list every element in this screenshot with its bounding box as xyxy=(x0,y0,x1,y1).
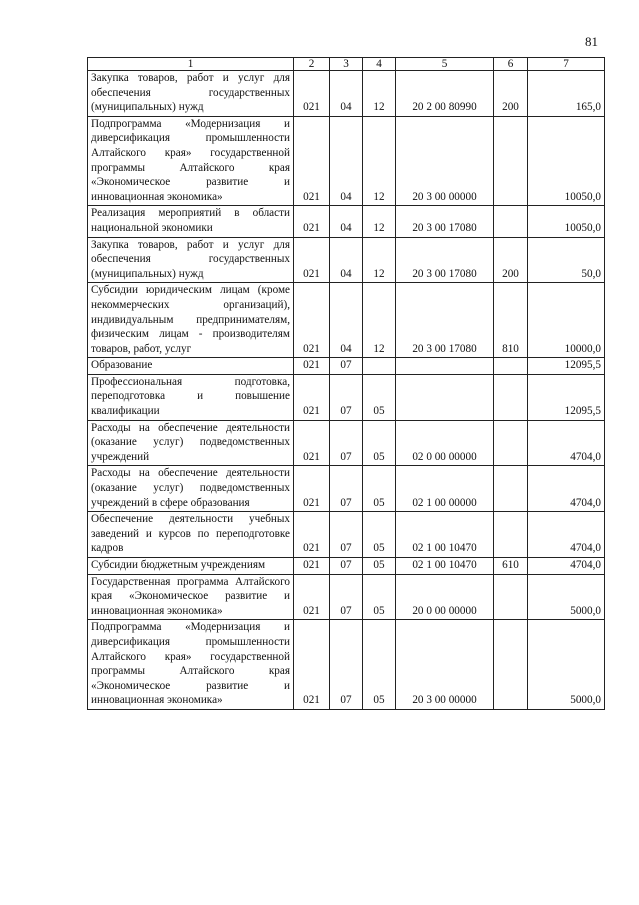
row-amount: 12095,5 xyxy=(528,358,605,375)
row-code-6: 810 xyxy=(494,283,528,358)
row-code-2: 021 xyxy=(294,620,330,710)
row-code-4: 12 xyxy=(363,237,396,283)
row-name: Государственная программа Алтайского края «Экономическое развитие и инновационная экономика» xyxy=(88,574,294,620)
row-code-4: 05 xyxy=(363,420,396,466)
row-name: Подпрограмма «Модернизация и диверсификация промышленности Алтайского края» государственной программы Алтайского края «Экономическое развитие и инновационная экономика» xyxy=(88,116,294,206)
row-name: Субсидии юридическим лицам (кроме некоммерческих организаций), индивидуальным предпринимателям, физическим лицам - производителям товаров, работ, услуг xyxy=(88,283,294,358)
row-code-5: 20 3 00 00000 xyxy=(396,620,494,710)
row-code-3: 04 xyxy=(330,283,363,358)
table-row xyxy=(88,374,605,420)
row-code-5: 20 3 00 17080 xyxy=(396,237,494,283)
row-amount: 5000,0 xyxy=(528,620,605,710)
row-code-3: 07 xyxy=(330,620,363,710)
column-header-4: 4 xyxy=(363,58,396,71)
table-row xyxy=(88,358,605,375)
table-row xyxy=(88,512,605,558)
row-code-4: 12 xyxy=(363,71,396,117)
table-row xyxy=(88,620,605,710)
row-code-3: 04 xyxy=(330,206,363,237)
header-row xyxy=(88,58,605,71)
row-code-2: 021 xyxy=(294,558,330,575)
table-row xyxy=(88,420,605,466)
table-row xyxy=(88,558,605,575)
row-amount: 10050,0 xyxy=(528,206,605,237)
column-header-1: 1 xyxy=(88,58,294,71)
row-code-6 xyxy=(494,574,528,620)
row-code-3: 04 xyxy=(330,71,363,117)
row-code-5: 02 1 00 10470 xyxy=(396,512,494,558)
row-amount: 50,0 xyxy=(528,237,605,283)
row-code-4: 12 xyxy=(363,206,396,237)
row-amount: 4704,0 xyxy=(528,420,605,466)
row-code-3: 07 xyxy=(330,466,363,512)
row-code-6: 610 xyxy=(494,558,528,575)
row-name: Подпрограмма «Модернизация и диверсификация промышленности Алтайского края» государственной программы Алтайского края «Экономическое развитие и инновационная экономика» xyxy=(88,620,294,710)
row-name: Расходы на обеспечение деятельности (оказание услуг) подведомственных учреждений в сфере образования xyxy=(88,466,294,512)
row-name: Расходы на обеспечение деятельности (оказание услуг) подведомственных учреждений xyxy=(88,420,294,466)
row-code-3: 04 xyxy=(330,237,363,283)
row-code-5: 02 1 00 00000 xyxy=(396,466,494,512)
row-name: Обеспечение деятельности учебных заведений и курсов по переподготовке кадров xyxy=(88,512,294,558)
row-code-4: 12 xyxy=(363,116,396,206)
row-code-6: 200 xyxy=(494,237,528,283)
row-code-3: 07 xyxy=(330,512,363,558)
row-code-3: 07 xyxy=(330,574,363,620)
table-row xyxy=(88,116,605,206)
row-code-6 xyxy=(494,620,528,710)
row-name: Реализация мероприятий в области национальной экономики xyxy=(88,206,294,237)
row-code-3: 04 xyxy=(330,116,363,206)
row-amount: 4704,0 xyxy=(528,558,605,575)
row-code-5 xyxy=(396,374,494,420)
row-code-4: 12 xyxy=(363,283,396,358)
row-code-2: 021 xyxy=(294,283,330,358)
row-amount: 10050,0 xyxy=(528,116,605,206)
column-header-6: 6 xyxy=(494,58,528,71)
row-code-2: 021 xyxy=(294,466,330,512)
row-code-2: 021 xyxy=(294,512,330,558)
table-row xyxy=(88,237,605,283)
column-header-2: 2 xyxy=(294,58,330,71)
row-code-5: 02 1 00 10470 xyxy=(396,558,494,575)
row-code-2: 021 xyxy=(294,420,330,466)
row-code-5: 20 3 00 17080 xyxy=(396,206,494,237)
table-row xyxy=(88,283,605,358)
row-code-2: 021 xyxy=(294,116,330,206)
row-code-6 xyxy=(494,358,528,375)
row-code-4: 05 xyxy=(363,620,396,710)
row-name: Образование xyxy=(88,358,294,375)
row-amount: 12095,5 xyxy=(528,374,605,420)
row-name: Закупка товаров, работ и услуг для обеспечения государственных (муниципальных) нужд xyxy=(88,237,294,283)
row-code-2: 021 xyxy=(294,206,330,237)
table-row xyxy=(88,466,605,512)
row-code-3: 07 xyxy=(330,420,363,466)
table-row xyxy=(88,71,605,117)
row-amount: 165,0 xyxy=(528,71,605,117)
row-code-2: 021 xyxy=(294,71,330,117)
row-code-4 xyxy=(363,358,396,375)
row-amount: 4704,0 xyxy=(528,466,605,512)
row-code-3: 07 xyxy=(330,358,363,375)
row-amount: 5000,0 xyxy=(528,574,605,620)
column-header-5: 5 xyxy=(396,58,494,71)
row-code-6 xyxy=(494,206,528,237)
row-code-4: 05 xyxy=(363,558,396,575)
table-row xyxy=(88,206,605,237)
row-code-2: 021 xyxy=(294,358,330,375)
table-row xyxy=(88,574,605,620)
row-code-6 xyxy=(494,116,528,206)
row-code-4: 05 xyxy=(363,574,396,620)
column-header-3: 3 xyxy=(330,58,363,71)
row-amount: 4704,0 xyxy=(528,512,605,558)
row-code-5: 02 0 00 00000 xyxy=(396,420,494,466)
row-code-6 xyxy=(494,374,528,420)
row-code-6 xyxy=(494,420,528,466)
column-header-7: 7 xyxy=(528,58,605,71)
row-code-6: 200 xyxy=(494,71,528,117)
page-number: 81 xyxy=(585,34,598,49)
row-code-5: 20 0 00 00000 xyxy=(396,574,494,620)
row-name: Профессиональная подготовка, переподготовка и повышение квалификации xyxy=(88,374,294,420)
row-code-4: 05 xyxy=(363,512,396,558)
row-code-4: 05 xyxy=(363,466,396,512)
row-code-2: 021 xyxy=(294,574,330,620)
budget-table xyxy=(87,57,605,710)
row-code-5: 20 3 00 00000 xyxy=(396,116,494,206)
row-code-5 xyxy=(396,358,494,375)
row-code-6 xyxy=(494,512,528,558)
row-code-2: 021 xyxy=(294,237,330,283)
row-amount: 10000,0 xyxy=(528,283,605,358)
row-code-3: 07 xyxy=(330,374,363,420)
row-code-6 xyxy=(494,466,528,512)
row-code-2: 021 xyxy=(294,374,330,420)
row-code-5: 20 3 00 17080 xyxy=(396,283,494,358)
row-name: Субсидии бюджетным учреждениям xyxy=(88,558,294,575)
row-code-4: 05 xyxy=(363,374,396,420)
row-code-3: 07 xyxy=(330,558,363,575)
row-code-5: 20 2 00 80990 xyxy=(396,71,494,117)
row-name: Закупка товаров, работ и услуг для обеспечения государственных (муниципальных) нужд xyxy=(88,71,294,117)
